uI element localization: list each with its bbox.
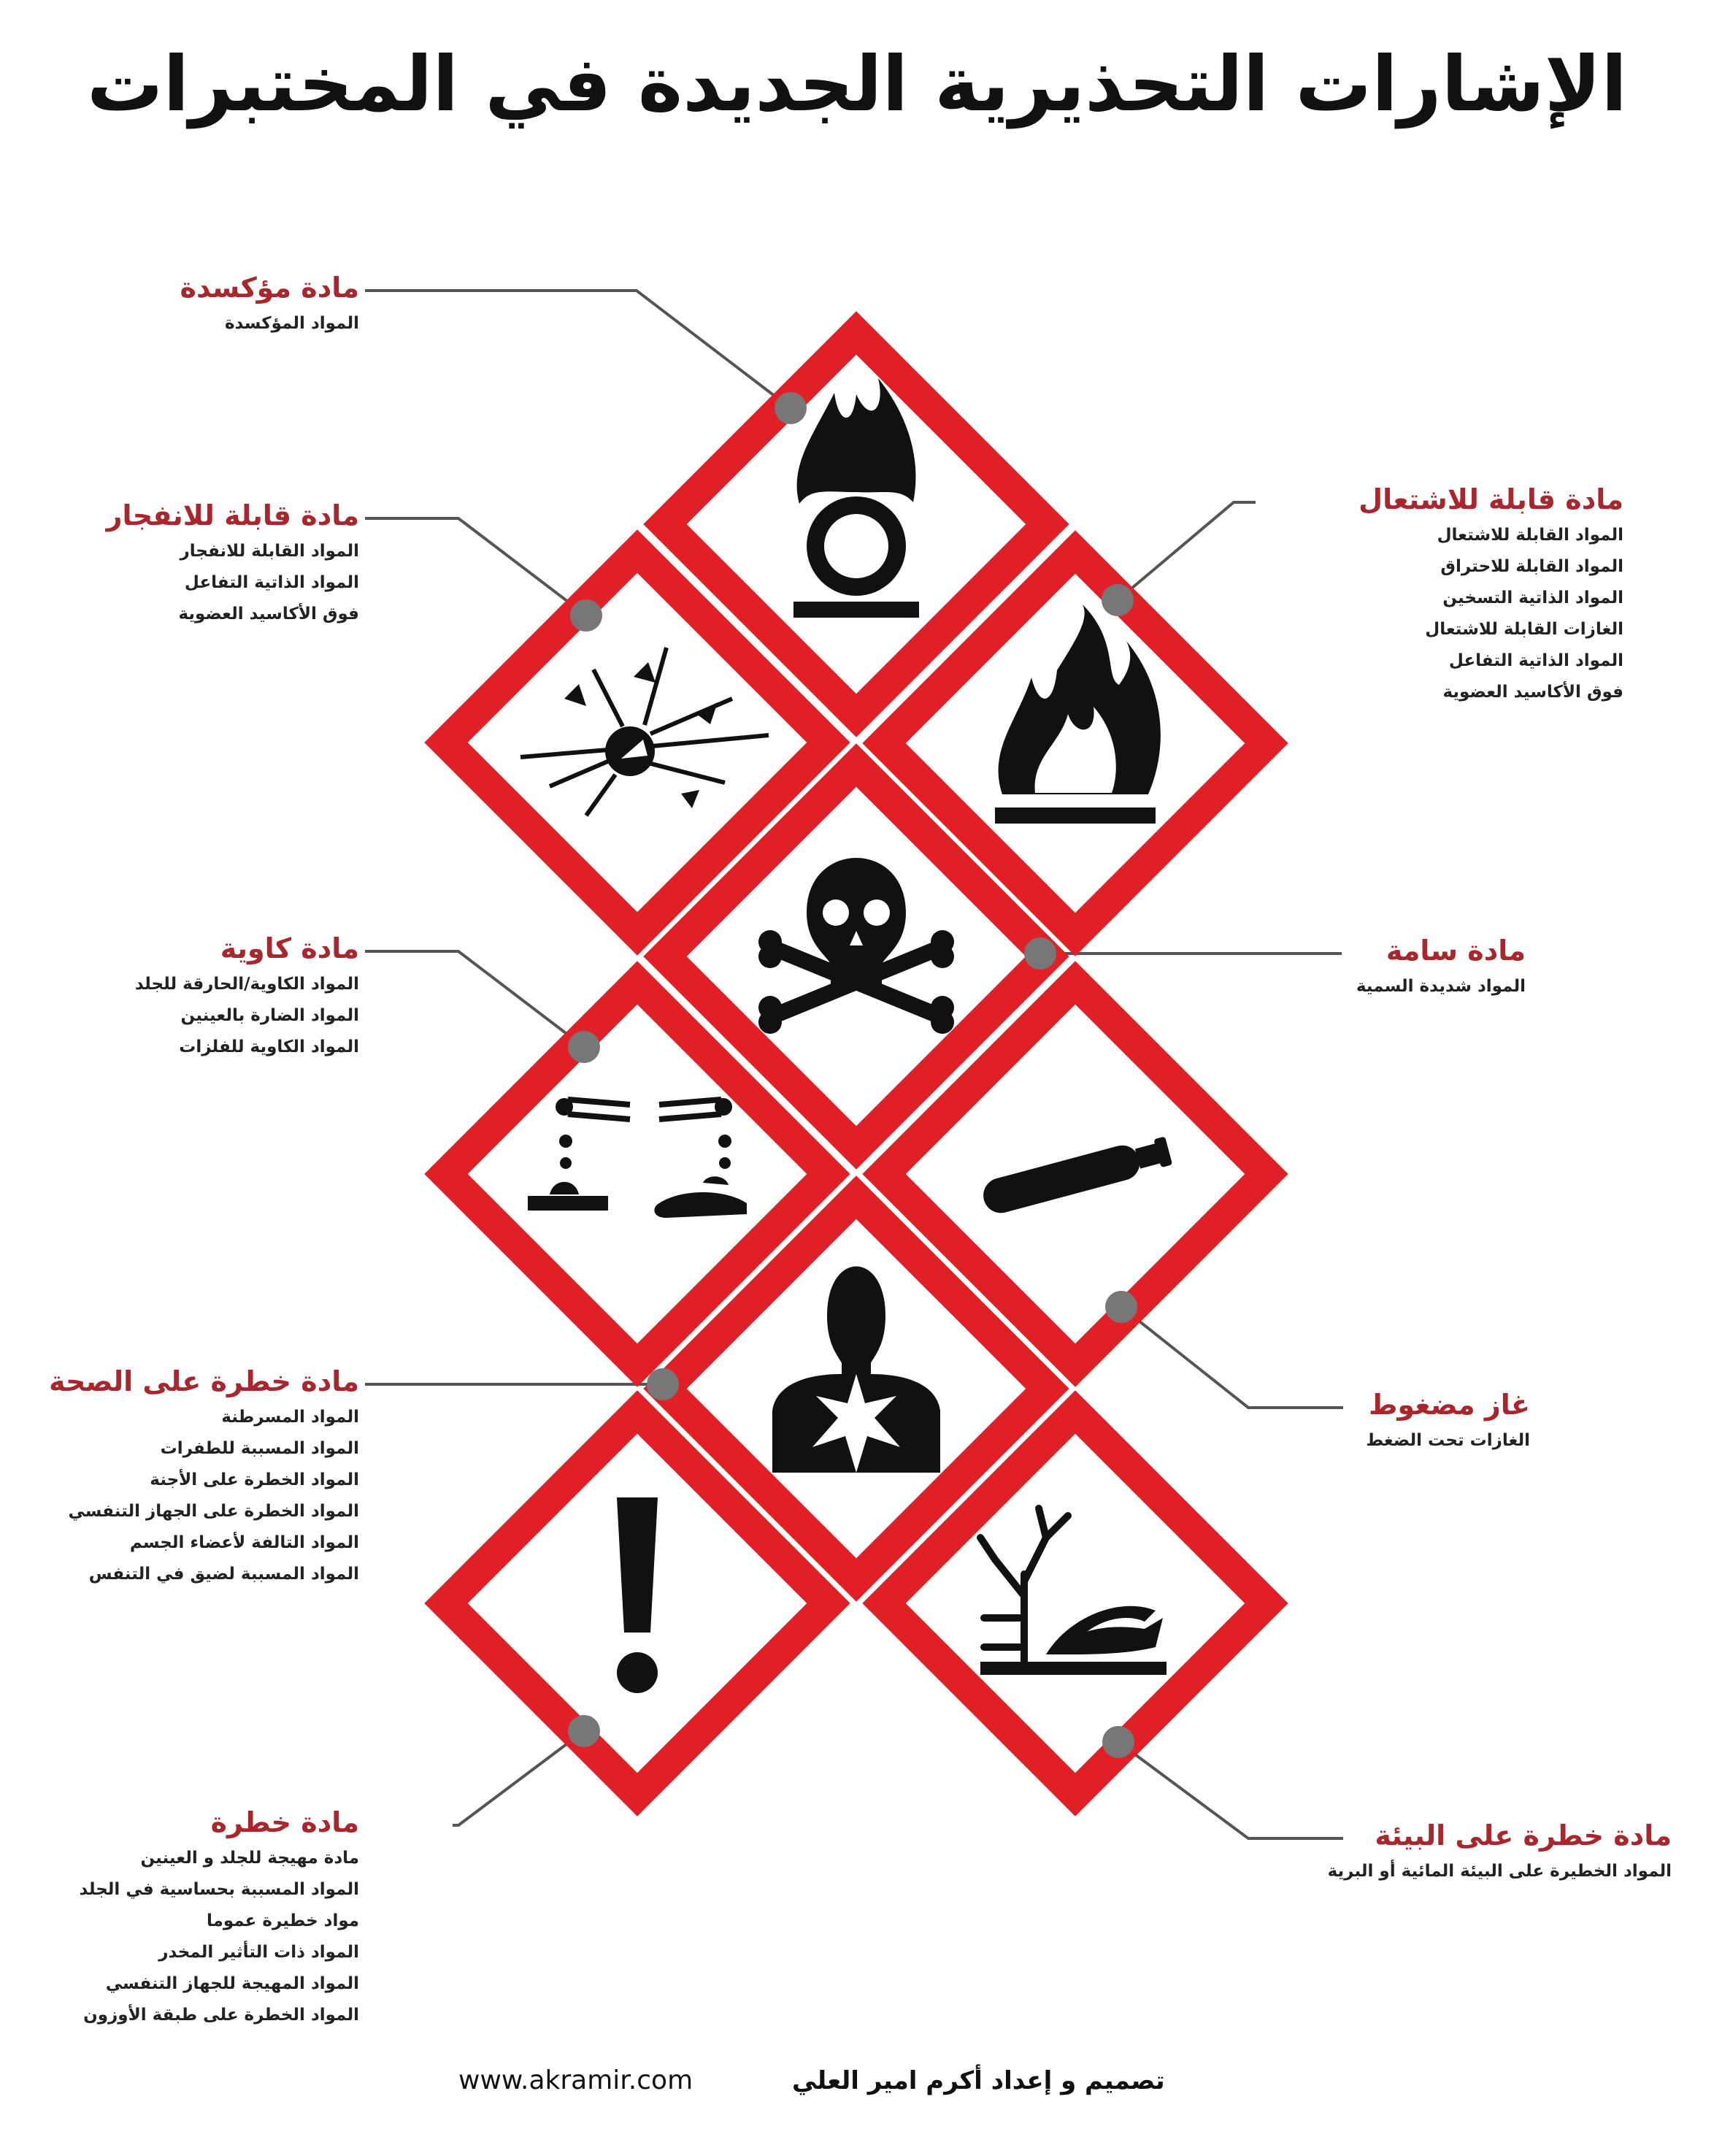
dot-gas: [1105, 1291, 1137, 1323]
label-item: مادة مهيجة للجلد و العينين: [140, 1849, 359, 1868]
label-health: [49, 1364, 359, 1590]
label-item: المواد المؤكسدة: [224, 314, 359, 333]
label-item: الغازات القابلة للاشتعال: [1425, 620, 1623, 639]
label-item: المواد ذات التأثير المخدر: [158, 1943, 359, 1962]
exclamation-mark-icon: [617, 1497, 658, 1693]
dot-flammable: [1102, 584, 1134, 616]
dot-irritant: [568, 1715, 600, 1747]
label-heading: غاز مضغوط: [1368, 1389, 1530, 1421]
leader-oxidizer: [365, 291, 791, 408]
label-heading: مادة سامة: [1386, 935, 1526, 967]
label-flammable: [1358, 482, 1623, 708]
leader-corrosive: [365, 951, 584, 1047]
label-heading: مادة خطرة على الصحة: [49, 1365, 359, 1397]
dot-toxic: [1024, 937, 1056, 970]
label-irritant: [80, 1805, 359, 2031]
label-item: المواد الخطرة على طبقة الأوزون: [83, 2006, 359, 2025]
dot-explosive: [570, 599, 602, 632]
label-item: المواد القابلة للاشتعال: [1437, 526, 1623, 545]
dot-health: [647, 1368, 679, 1400]
label-heading: مادة مؤكسدة: [180, 272, 359, 304]
label-item: المواد الذاتية التفاعل: [184, 573, 359, 592]
website-link[interactable]: www.akramir.com: [458, 2065, 693, 2095]
label-item: المواد المسببة للطفرات: [160, 1439, 359, 1458]
label-item: الغازات تحت الضغط: [1366, 1431, 1530, 1450]
label-item: المواد القابلة للاحتراق: [1440, 557, 1623, 576]
design-credit: تصميم و إعداد أكرم امير العلي: [792, 2066, 1165, 2095]
label-oxidizer: [180, 270, 359, 339]
label-item: المواد القابلة للانفجار: [180, 542, 359, 561]
leader-flammable: [1118, 502, 1256, 600]
label-item: المواد الخطيرة على البيئة المائية أو البرية: [1327, 1862, 1672, 1881]
label-item: المواد الذاتية التفاعل: [1448, 651, 1623, 670]
label-item: المواد الكاوية/الحارقة للجلد: [134, 975, 359, 994]
leader-irritant: [453, 1731, 584, 1825]
label-toxic: [1356, 933, 1526, 1002]
label-item: المواد المسرطنة: [221, 1408, 359, 1427]
label-heading: مادة قابلة للاشتعال: [1358, 483, 1623, 515]
label-item: فوق الأكاسيد العضوية: [1442, 683, 1623, 702]
dot-oxidizer: [775, 392, 807, 424]
leader-gas: [1121, 1307, 1343, 1408]
label-item: فوق الأكاسيد العضوية: [178, 605, 359, 624]
label-item: المواد الضارة بالعينين: [180, 1006, 359, 1025]
page-title: الإشارات التحذيرية الجديدة في المختبرات: [86, 39, 1627, 128]
label-item: المواد المسببة لضيق في التنفس: [88, 1565, 359, 1584]
label-item: المواد المهيجة للجهاز التنفسي: [105, 1974, 359, 1993]
label-item: المواد الخطرة على الأجنة: [150, 1470, 359, 1489]
label-heading: مادة خطرة على البيئة: [1375, 1819, 1672, 1852]
label-heading: مادة قابلة للانفجار: [106, 499, 359, 532]
label-item: مواد خطيرة عموما: [206, 1911, 359, 1930]
label-item: المواد المسببة بحساسية في الجلد: [79, 1880, 359, 1899]
dot-environment: [1102, 1726, 1134, 1758]
dot-corrosive: [568, 1031, 600, 1063]
leader-environment: [1118, 1742, 1343, 1838]
label-item: المواد شديدة السمية: [1356, 977, 1526, 996]
leader-explosive: [365, 518, 586, 615]
label-explosive: [107, 498, 359, 630]
label-heading: مادة كاوية: [220, 932, 359, 964]
label-item: المواد الذاتية التسخين: [1442, 588, 1623, 607]
label-item: المواد الخطرة على الجهاز التنفسي: [68, 1502, 359, 1521]
label-corrosive: [135, 931, 359, 1063]
label-heading: مادة خطرة: [210, 1806, 359, 1838]
label-item: المواد التالفة لأعضاء الجسم: [129, 1533, 359, 1552]
label-gas: [1366, 1387, 1530, 1457]
label-environment: [1328, 1818, 1672, 1887]
label-item: المواد الكاوية للفلزات: [179, 1037, 359, 1056]
